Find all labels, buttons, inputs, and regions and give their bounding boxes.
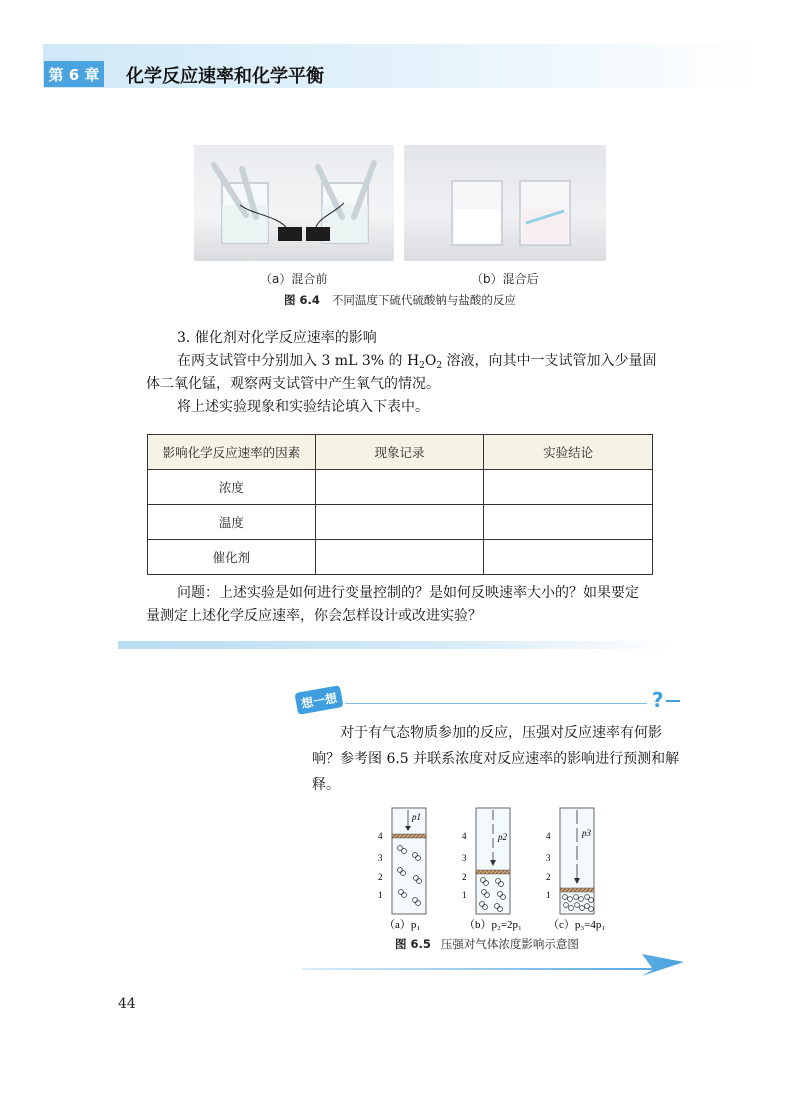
table-header-cell: 影响化学反应速率的因素 <box>148 435 316 470</box>
p1-text-b: O <box>424 353 437 369</box>
figure-number: 图 6.4 <box>284 293 320 307</box>
chapter-tag: 第 6 章 <box>44 61 104 87</box>
cylinder-c <box>546 808 594 914</box>
think-badge: 想一想 <box>294 685 343 715</box>
figure-6-4-caption-b: （b）混合后 <box>471 272 539 286</box>
p1-subscript-2: 2 <box>436 361 443 371</box>
beakers-before-illustration <box>194 145 394 261</box>
table-cell-empty <box>484 505 653 540</box>
p1-text-a: 在两支试管中分别加入 3 mL 3% 的 H <box>177 353 420 369</box>
table-row-label: 温度 <box>148 505 316 540</box>
section-divider <box>118 641 678 649</box>
section-heading: 3. 催化剂对化学反应速率的影响 <box>177 330 377 346</box>
figure-6-5-caption-c: （c）p₃=4p₁ <box>548 919 606 931</box>
table-cell-empty <box>315 540 484 575</box>
table-row-label: 催化剂 <box>148 540 316 575</box>
tick-label: 2 <box>462 872 467 882</box>
tick-label: 1 <box>462 890 467 900</box>
table-header-cell: 现象记录 <box>315 435 484 470</box>
cylinder-a <box>378 808 426 914</box>
pressure-label-b: p2 <box>498 832 507 842</box>
tick-label: 4 <box>546 831 551 841</box>
page-number: 44 <box>118 996 136 1012</box>
table-row-label: 浓度 <box>148 470 316 505</box>
figure-6-5-caption-a: （a）p₁ <box>384 919 421 931</box>
photo-before-mixing <box>194 145 394 261</box>
figure-6-4-caption-a: （a）混合前 <box>260 272 328 286</box>
think-text: 对于有气态物质参加的反应，压强对反应速率有何影响？参考图 6.5 并联系浓度对反应速率的影响进行预测和解释。 <box>312 725 680 793</box>
table-row <box>148 505 653 540</box>
table-header-row <box>148 435 653 470</box>
pressure-label-c: p3 <box>582 828 591 838</box>
tick-label: 1 <box>546 890 551 900</box>
p1-text-c: 溶液，向其中一支试管加入少量固 <box>442 353 657 369</box>
table-cell-empty <box>484 470 653 505</box>
pressure-label-a: p1 <box>412 812 421 822</box>
figure-6-5-caption-b: （b）p₂=2p₁ <box>464 919 522 931</box>
tick-label: 1 <box>378 890 383 900</box>
figure-title: 不同温度下硫代硫酸钠与盐酸的反应 <box>331 293 516 307</box>
tick-label: 4 <box>378 831 383 841</box>
figure-6-4-caption <box>0 292 800 308</box>
table-cell-empty <box>315 505 484 540</box>
table-header-cell: 实验结论 <box>484 435 653 470</box>
photo-after-mixing <box>404 145 606 261</box>
figure-title: 压强对气体浓度影响示意图 <box>440 937 579 951</box>
table-row <box>148 540 653 575</box>
chapter-title: 化学反应速率和化学平衡 <box>126 66 324 87</box>
tick-label: 2 <box>546 872 551 882</box>
table-cell-empty <box>315 470 484 505</box>
tick-label: 2 <box>378 872 383 882</box>
tick-label: 4 <box>462 831 467 841</box>
question-line2: 量测定上述化学反应速率，你会怎样设计或改进实验？ <box>146 608 482 624</box>
cylinder-b <box>462 808 510 914</box>
beakers-after-illustration <box>404 145 606 261</box>
p1-subscript-1: 2 <box>419 361 425 371</box>
tick-label: 3 <box>546 853 551 863</box>
question-mark-icon: ? <box>652 688 664 712</box>
experiment-table <box>147 434 653 575</box>
table-row <box>148 470 653 505</box>
experiment-paragraph-line2: 体二氧化锰，观察两支试管中产生氧气的情况。 <box>146 376 440 392</box>
question-line1: 问题：上述实验是如何进行变量控制的？是如何反映速率大小的？如果要定 <box>177 585 639 601</box>
tick-label: 3 <box>462 853 467 863</box>
question-mark-tail <box>666 700 680 702</box>
instruction-paragraph: 将上述实验现象和实验结论填入下表中。 <box>177 399 429 415</box>
table-cell-empty <box>484 540 653 575</box>
tick-label: 3 <box>378 853 383 863</box>
figure-number: 图 6.5 <box>395 937 431 951</box>
think-header-line <box>345 703 647 704</box>
think-box-end-arrow <box>302 950 686 976</box>
